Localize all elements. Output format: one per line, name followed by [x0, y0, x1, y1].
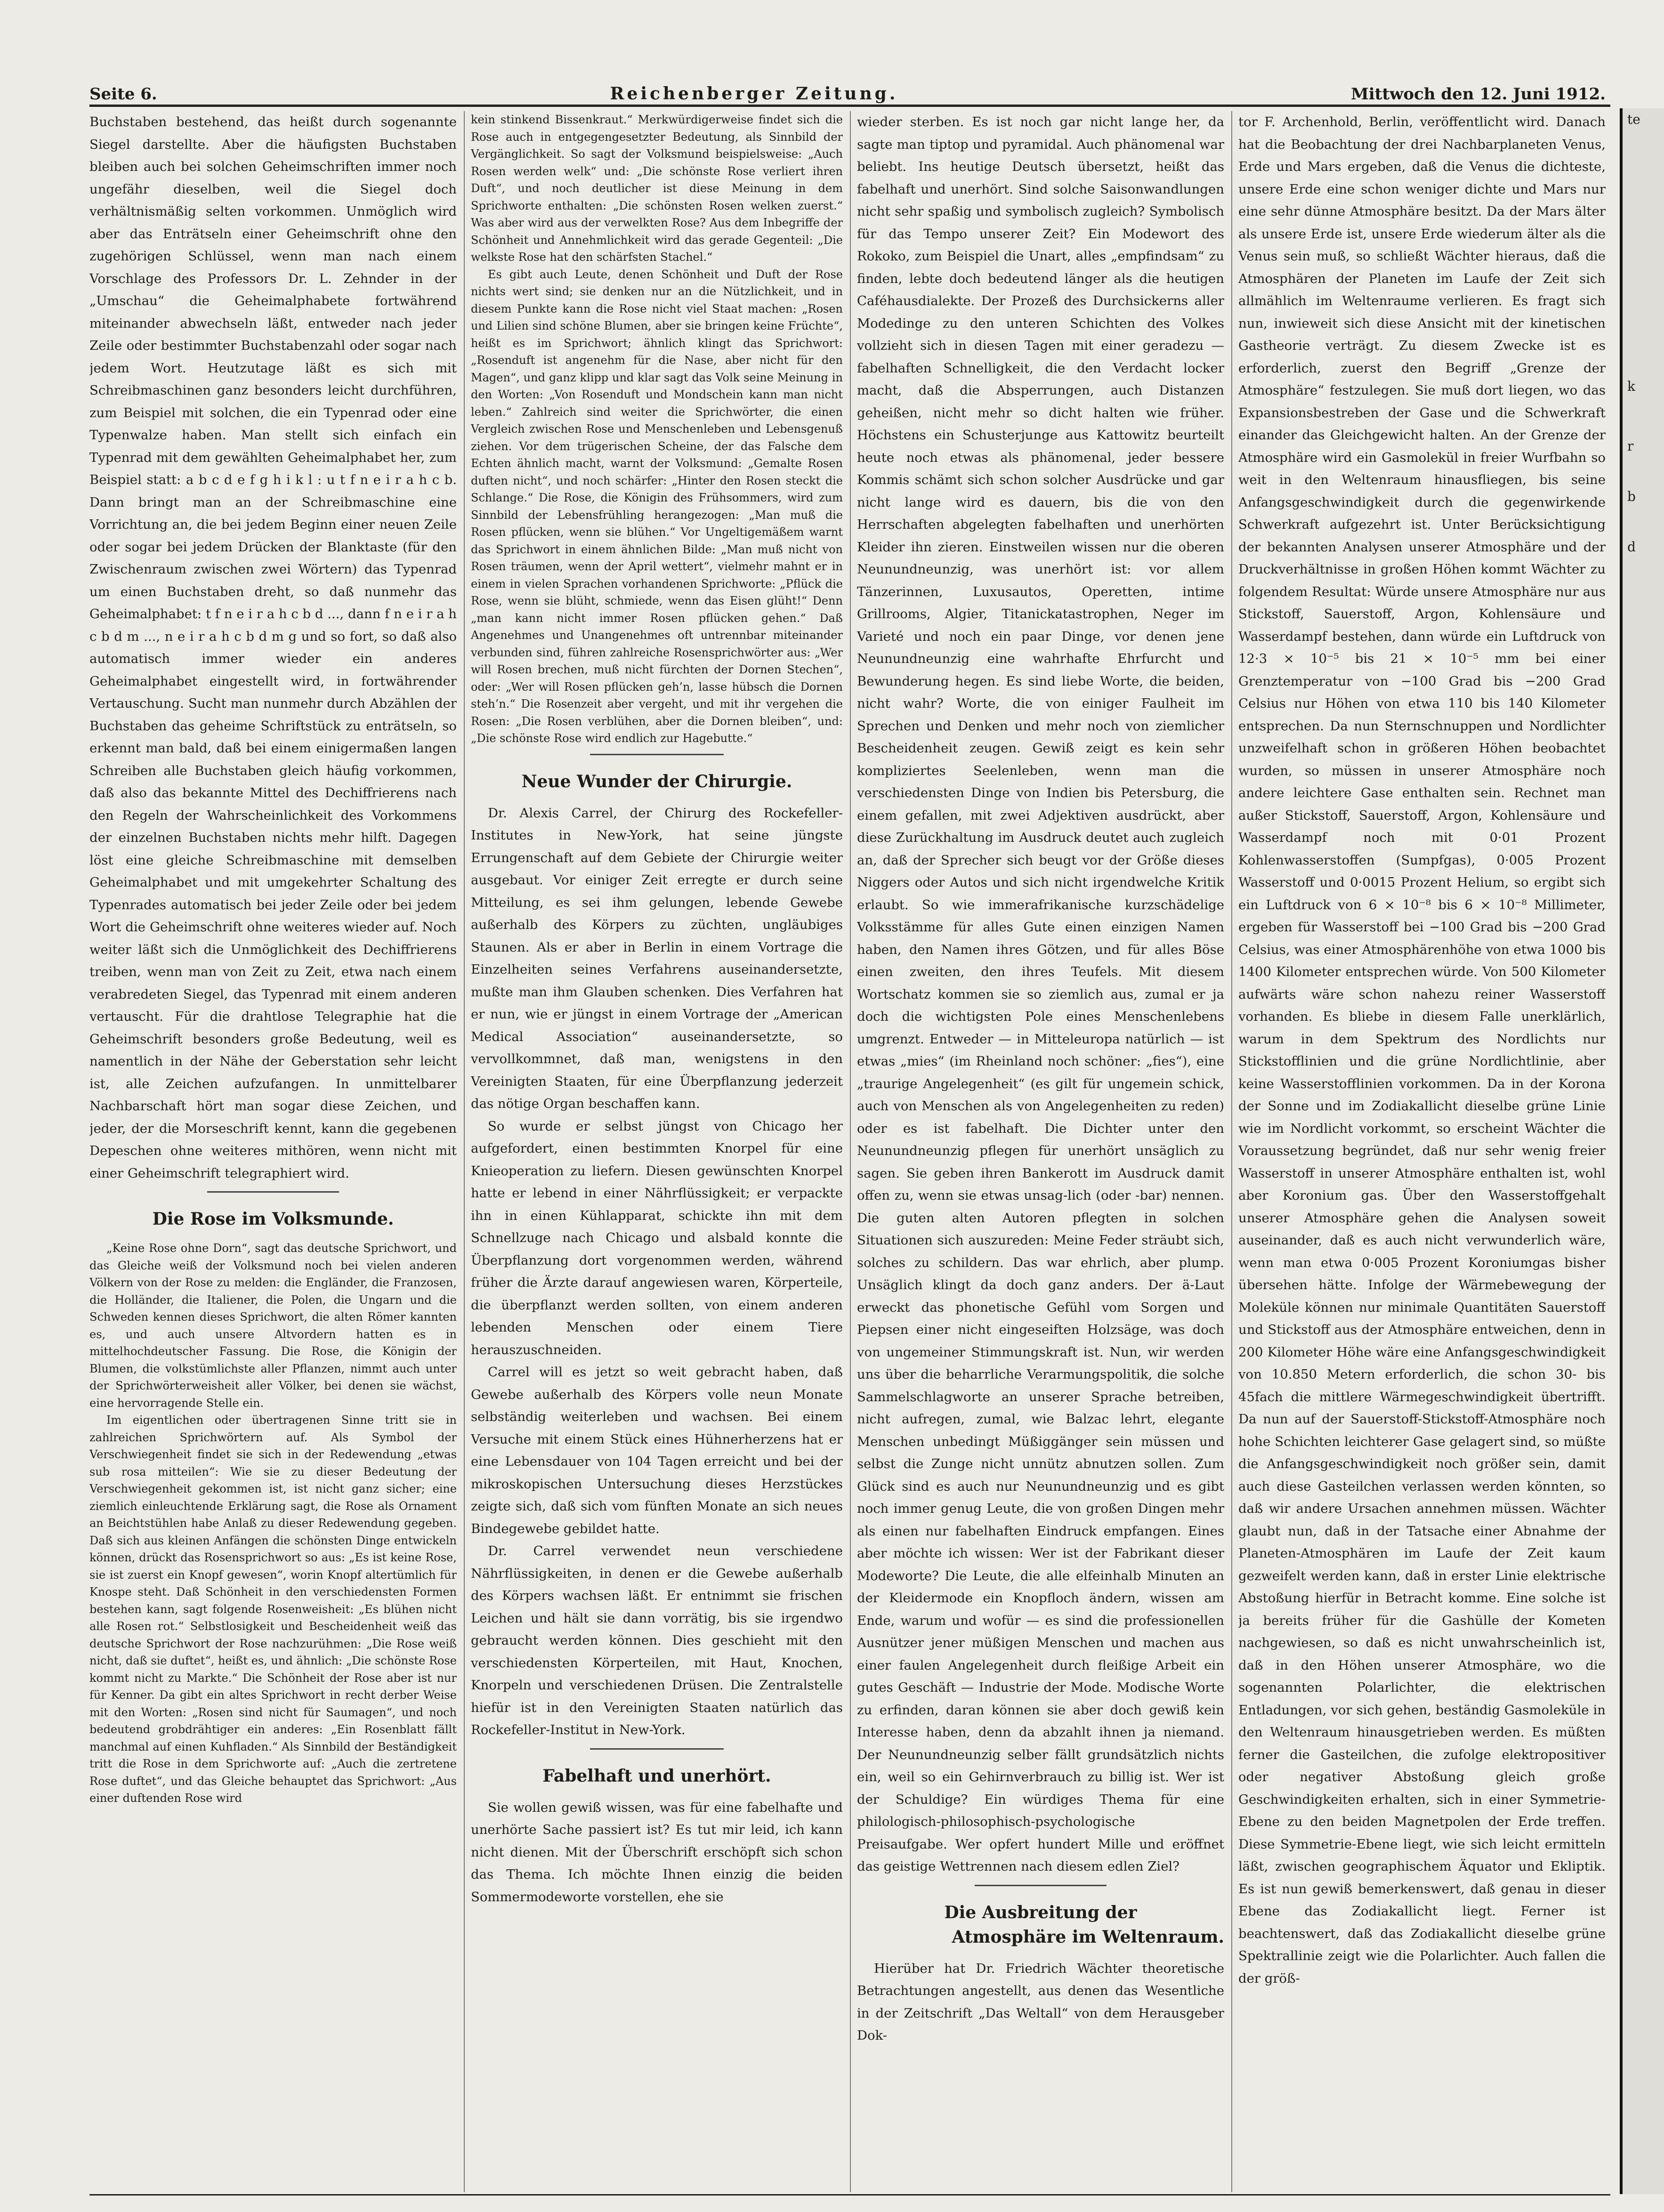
article-separator [590, 1748, 724, 1750]
newspaper-title: Reichenberger Zeitung. [610, 84, 898, 104]
column-divider [1231, 111, 1232, 2192]
article-atmosphaere-paragraph-1: Hierüber hat Dr. Friedrich Wächter theoretische Betrachtungen angestellt, aus denen das Wesentliche in der Zeitschrift „Das Weltall“ von dem Herausgeber Dok- [857, 1961, 1224, 2043]
article-separator [590, 754, 724, 755]
article-rose-paragraph-1: „Keine Rose ohne Dorn“, sagt das deutsche Sprichwort, und das Gleiche weiß der Volksmund noch bei vielen anderen Völkern von der Rose zu melden: die Engländer, die Franzosen, die Holländer, die Italiener, die Polen, die Ungarn und die Schweden kennen dieses Sprichwort, die alten Römer kannten es, und auch unsere Altvordern hatten es in mittelhochdeutscher Fassung. Die Rose, die Königin der Blumen, die volkstümlichste aller Pflanzen, nimmt auch unter der Sprichwörterweisheit aller Völker, bei denen sie wächst, eine hervorragende Stelle ein. [89, 1242, 457, 1410]
headline-fabelhaft-und-unerhoert: Fabelhaft und unerhört. [542, 1766, 771, 1786]
article-chirurgie-paragraph-4: Dr. Carrel verwendet neun verschiedene Nährflüssigkeiten, in denen er die Gewebe außerhalb des Körpers wachsen läßt. Er entnimmt sie frischen Leichen und hält sie dann vorrätig, bis sie irgendwo gebraucht werden können. Dies geschieht mit den verschiedensten Körperteilen, mit Haut, Knochen, Knorpeln und verschiedenen Drüsen. Die Zentralstelle hiefür ist in den Vereinigten Staaten natürlich das Rockefeller-Institut in New-York. [471, 1543, 843, 1737]
margin-fragment: d [1627, 539, 1636, 555]
article-rose-paragraph-4: Es gibt auch Leute, denen Schönheit und Duft der Rose nichts wert sind; sie denken nur an die Nützlichkeit, und in diesem Punkte kann die Rose nicht viel Staat machen: „Rosen und Lilien sind schöne Blumen, aber sie bringen keine Früchte“, heißt es im Sprichwort; ähnlich klingt das Sprichwort: „Rosenduft ist angenehm für die Nase, aber nicht für den Magen“, und ganz klipp und klar sagt das Volk seine Meinung in den Worten: „Von Rosenduft und Mondschein kann man nicht leben.“ Zahlreich sind weiter die Sprichwörter, die einen Vergleich zwischen Rose und Menschenleben und Lebensgenuß ziehen. Vor dem trügerischen Scheine, der das Falsche dem Echten ähnlich macht, warnt der Volksmund: „Gemalte Rosen duften nicht“, und noch schärfer: „Hinter den Rosen steckt die Schlange.“ Die Rose, die Königin des Frühsommers, wird zum Sinnbild der Lebensfrühling herangezogen: „Man muß die Rosen pflücken, wenn sie blühen.“ Vor Ungeltigemäßem warnt das Sprichwort in einem ähnlichen Bilde: „Man muß nicht von Rosen träumen, wenn der April wettert“, vielmehr mahnt er in einem in vielen Sprachen vorhandenen Sprichworte: „Pflück die Rose, wenn sie blüht, schmiede, wenn das Eisen glüht!“ Denn „man kann nicht immer Rosen pflücken gehen.“ Daß Angenehmes und Unangenehmes oft untrennbar miteinander verbunden sind, führen zahlreiche Rosensprichwörter aus: „Wer will Rosen brechen, muß nicht fürchten der Dornen Stechen“, oder: „Wer will Rosen pflücken geh’n, lasse hübsch die Dornen steh’n.“ Die Rosenzeit aber vergeht, und mit ihr vergehen die Rosen: „Die Rosen verblühen, aber die Dornen bleiben“, und: „Die schönste Rose wird endlich zur Hagebutte.“ [471, 267, 843, 745]
header-rule [89, 105, 1610, 107]
margin-fragment: b [1627, 489, 1636, 504]
bottom-rule [89, 2194, 1610, 2196]
article-rose-paragraph-2: Im eigentlichen oder übertragenen Sinne tritt sie in zahlreichen Sprichwörtern auf. Als Symbol der Verschwiegenheit findet sie sich in der Redewendung „etwas sub rosa mitteilen“: Wie sie zu dieser Bedeutung der Verschwiegenheit gekommen ist, ist nicht ganz sicher; eine ziemlich einleuchtende Erklärung sagt, die Rose als Ornament an Beichtstühlen habe Anlaß zu dieser Redewendung gegeben. Daß sich aus kleinen Anfängen die schönsten Dinge entwickeln können, drückt das Rosensprichwort so aus: „Es ist keine Rose, sie ist zuerst ein Knopf gewesen“, worin Knopf altertümlich für Knospe steht. Daß Schönheit in den verschiedensten Formen bestehen kann, sagt folgende Rosenweisheit: „Es blühen nicht alle Rosen rot.“ Selbstlosigkeit und Bescheidenheit weiß das deutsche Sprichwort der Rose nachzurühmen: „Die Rose weiß nicht, daß sie duftet“, heißt es, und ähnlich: „Die schönste Rose kommt nicht zu Markte.“ Die Schönheit der Rose aber ist nur für Kenner. Da gibt ein altes Sprichwort in recht derber Weise mit den Worten: „Rosen sind nicht für Saumagen“, und noch bedeutend grobdrähtiger ein anderes: „Ein Rosenblatt fällt manchmal auf einen Kuhfladen.“ Als Sinnbild der Beständigkeit tritt die Rose in dem Sprichworte auf: „Auch die zertretene Rose duftet“, und das Gleiche behauptet das Sprichwort: „Aus einer duftenden Rose wird [89, 1413, 457, 1805]
margin-fragment: k [1627, 379, 1635, 394]
article-separator [975, 1885, 1107, 1886]
column-4 [1238, 111, 1606, 2192]
article-atmosphaere-paragraph-2: tor F. Archenhold, Berlin, veröffentlicht wird. Danach hat die Beobachtung der drei Nachbarplaneten Venus, Erde und Mars ergeben, daß die Venus die dichteste, unsere Erde eine schon weniger dichte und Mars nur eine sehr dünne Atmosphäre besitzt. Da der Mars älter als unsere Erde ist, unsere Erde wiederum älter als die Venus sein muß, so schließt Wächter hieraus, daß die Atmosphären der Planeten im Laufe der Zeit sich allmählich im Weltenraume verlieren. Es fragt sich nun, inwieweit sich diese Ansicht mit der kinetischen Gastheorie verträgt. Zu diesem Zwecke ist es erforderlich, zuerst den Begriff „Grenze der Atmosphäre“ festzulegen. Sie muß dort liegen, wo das Expansionsbestreben der Gase und die Schwerkraft einander das Gleichgewicht halten. An der Grenze der Atmosphäre wird ein Gasmolekül in freier Wurfbahn so weit in den Weltenraum hinausfliegen, bis seine Anfangsgeschwindigkeit durch die gegenwirkende Schwerkraft aufgezehrt ist. Unter Berücksichtigung der bekannten Analysen unserer Atmosphäre und der Druckverhältnisse in großen Höhen kommt Wächter zu folgendem Resultat: Würde unsere Atmosphäre nur aus Stickstoff, Sauerstoff, Argon, Kohlensäure und Wasserdampf bestehen, dann würde ein Luftdruck von 12·3 × 10⁻⁵ bis 21 × 10⁻⁵ mm bei einer Grenztemperatur von −100 Grad bis −200 Grad Celsius nur Höhen von etwa 110 bis 140 Kilometer entsprechen. Da nun Sternschnuppen und Nordlichter unzweifelhaft schon in größeren Höhen beobachtet wurden, so müssen in unserer Atmosphäre noch andere leichtere Gase enthalten sein. Rechnet man außer Stickstoff, Sauerstoff, Argon, Kohlensäure und Wasserdampf noch mit 0·01 Prozent Kohlenwasserstoffen (Sumpfgas), 0·005 Prozent Wasserstoff und 0·0015 Prozent Helium, so ergibt sich ein Luftdruck von 6 × 10⁻⁸ bis 6 × 10⁻⁸ Millimeter, ergeben für Wasserstoff bei −100 Grad bis −200 Grad Celsius, was einer Atmosphärenhöhe von etwa 1000 bis 1400 Kilometer entsprechen würde. Von 500 Kilometer aufwärts wäre schon nahezu reiner Wasserstoff vorhanden. Es bliebe in diesem Falle unerklärlich, warum in dem Spektrum des Nordlichts nur Stickstofflinien und die grüne Nordlichtlinie, aber keine Wasserstofflinien vorkommen. Da in der Korona der Sonne und im Zodiakallicht dieselbe grüne Linie wie im Nordlicht vorkommt, so erscheint Wächter die Voraussetzung begründet, daß nur sehr wenig freier Wasserstoff in unserer Atmosphäre enthalten ist, wohl aber Koronium gas. Über den Wasserstoffgehalt unserer Atmosphäre gehen die Analysen soweit auseinander, daß es auch nicht verwunderlich wäre, wenn man etwa 0·005 Prozent Koroniumgas bisher übersehen hätte. Infolge der Wärmebewegung der Moleküle können nur minimale Quantitäten Sauerstoff und Stickstoff aus der Atmosphäre entweichen, denn in 200 Kilometer Höhe wäre eine Anfangsgeschwindigkeit von 10.850 Metern erforderlich, die schon 30- bis 45fach die mittlere Wärmegeschwindigkeit übertrifft. Da nun auf der Sauerstoff-Stickstoff-Atmosphäre noch hohe Schichten leichterer Gase gelagert sind, so müßte die Anfangsgeschwindigkeit noch größer sein, damit auch diese Gasteilchen verlassen werden könnten, so daß wir andere Ursachen annehmen müssen. Wächter glaubt nun, daß in der Tatsache einer Abnahme der Planeten-Atmosphären im Laufe der Zeit kaum gezweifelt werden kann, daß in erster Linie elektrische Abstoßung hierfür in Betracht komme. Eine solche ist ja bereits früher für die Gashülle der Kometen nachgewiesen, so daß es nicht unwahrscheinlich ist, daß in den Höhen unserer Atmosphäre, wo die sogenannten Polarlichter, die elektrischen Entladungen, vor sich gehen, beständig Gasmoleküle in den Weltenraum hinausgetrieben werden. Es müßten ferner die Gasteilchen, die zufolge elektropositiver oder negativer Abstoßung gleich große Geschwindigkeiten erhalten, sich in einer Symmetrie-Ebene zu den beiden Magnetpolen der Erde treffen. Diese Symmetrie-Ebene liegt, wie sich leicht ermitteln läßt, zwischen geographischem Äquator und Ekliptik. Es ist nun gewiß bemerkenswert, daß genau in dieser Ebene das Zodiakallicht liegt. Ferner ist beachtenswert, daß das Zodiakallicht dieselbe grüne Spektrallinie zeigt wie die Polarlichter. Auch fallen die der größ- [1238, 114, 1606, 1986]
article-geheimschrift-text: Buchstaben bestehend, das heißt durch sogenannte Siegel darstellte. Aber die häufigsten Buchstaben bleiben auch bei solchen Geheimschriften immer noch ungefähr dieselben, weil die Siegel doch verhältnismäßig selten vorkommen. Unmöglich wird aber das Enträtseln einer Geheimschrift ohne den zugehörigen Schlüssel, wenn man nach einem Vorschlage des Professors Dr. L. Zehnder in der „Umschau“ die Geheimalphabete fortwährend miteinander abwechseln läßt, entweder nach jeder Zeile oder bestimmter Buchstabenzahl oder sogar nach jedem Wort. Heutzutage läßt es sich mit Schreibmaschinen ganz besonders leicht durchführen, zum Beispiel mit solchen, die ein Typenrad oder eine Typenwalze haben. Man stellt sich einfach ein Typenrad mit dem gewählten Geheimalphabet her, zum Beispiel statt: a b c d e f g h i k l : u t f n e i r a h c b. Dann bringt man an der Schreibmaschine eine Vorrichtung an, die bei jedem Beginn einer neuen Zeile oder sogar bei jedem Drücken der Blanktaste (für den Zwischenraum zwischen zwei Wörtern) das Typenrad um einen Buchstaben dreht, so daß nunmehr das Geheimalphabet: t f n e i r a h c b d ..., dann f n e i r a h c b d m ..., n e i r a h c b d m g und so fort, so daß also automatisch immer wieder ein anderes Geheimalphabet eingestellt wird, in fortwährender Vertauschung. Sucht man nunmehr durch Abzählen der Buchstaben das geheime Schriftstück zu enträtseln, so erkennt man bald, daß bei einem einigermaßen langen Schreiben alle Buchstaben gleich häufig vorkommen, daß also das bekannte Mittel des Dechiffrierens nach den Regeln der Wahrscheinlichkeit des Vorkommens der einzelnen Buchstaben nichts mehr hilft. Dagegen löst eine gleiche Schreibmaschine mit demselben Geheimalphabet und mit umgekehrter Schaltung des Typenrades automatisch bei jeder Zeile oder bei jedem Wort die Geheimschrift ohne weiteres wieder auf. Noch weiter läßt sich die Unmöglichkeit des Dechiffrierens treiben, wenn man von Zeit zu Zeit, etwa nach einem verabredeten Siegel, das Typenrad mit einem anderen vertauscht. Für die drahtlose Telegraphie hat die Geheimschrift besonders große Bedeutung, weil es namentlich in der Nähe der Geberstation sehr leicht ist, alle Zeichen aufzufangen. In unmittelbarer Nachbarschaft hört man sogar diese Zeichen, und jeder, der die Morseschrift kennt, kann die gegebenen Depeschen ohne weiteres mithören, wenn nicht mit einer Geheimschrift telegraphiert wird. [89, 114, 457, 1181]
article-chirurgie-paragraph-3: Carrel will es jetzt so weit gebracht haben, daß Gewebe außerhalb des Körpers volle neun Monate selbständig weiterleben und wachsen. Bei einem Versuche mit einem Stück eines Hühnerherzens hat er eine Lebensdauer von 104 Tagen erreicht und bei der mikroskopischen Untersuchung dieses Herzstückes zeigte sich, daß sich vom fünften Monate an sich neues Bindegewebe gebildet hatte. [471, 1364, 843, 1536]
page-number: Seite 6. [89, 85, 157, 104]
issue-date: Mittwoch den 12. Juni 1912. [1351, 85, 1606, 104]
column-divider [850, 111, 851, 2192]
headline-neue-wunder-der-chirurgie: Neue Wunder der Chirurgie. [521, 771, 792, 791]
article-separator [207, 1191, 339, 1193]
column-1 [89, 111, 457, 2192]
column-2 [471, 111, 843, 2192]
article-fabelhaft-paragraph-1: Sie wollen gewiß wissen, was für eine fabelhafte und unerhörte Sache passiert ist? Es tut mir leid, ich kann nicht dienen. Mit der Überschrift erschöpft sich schon das Thema. Ich möchte Ihnen einzig die beiden Sommermodeworte vorstellen, ehe sie [471, 1800, 843, 1905]
headline-ausbreitung-der-atmosphaere: Die Ausbreitung der [944, 1902, 1137, 1922]
article-chirurgie-paragraph-2: So wurde er selbst jüngst von Chicago her aufgefordert, einen bestimmten Knorpel für eine Knieoperation zu liefern. Diesen gewünschten Knorpel hatte er lebend in einer Nährflüssigkeit; er verpackte ihn in einen Kühlapparat, schickte ihn mit dem Schnellzuge nach Chicago und alsbald konnte die Überpflanzung dort vorgenommen werden, während früher die Ärzte darauf angewiesen waren, Körperteile, die überpflanzt werden sollten, von einem anderen lebenden Menschen oder einem Tiere herauszuschneiden. [471, 1118, 843, 1357]
page-header [89, 75, 1606, 104]
margin-fragment: te [1627, 112, 1640, 127]
column-3 [857, 111, 1224, 2192]
article-fabelhaft-paragraph-2: wieder sterben. Es ist noch gar nicht lange her, da sagte man tiptop und pyramidal. Auch phänomenal war beliebt. Ins heutige Deutsch übersetzt, heißt das fabelhaft und unerhört. Sind solche Saisonwandlungen nicht sehr spaßig und symbolisch zugleich? Symbolisch für das Tempo unserer Zeit? Ein Modewort des Rokoko, zum Beispiel die Unart, alles „empfindsam“ zu finden, lebte doch bedeutend länger als die heutigen Caféhausdialekte. Der Prozeß des Durchsickerns aller Modedinge zu den unteren Schichten des Volkes vollzieht sich in diesen Tagen mit einer geradezu — fabelhaften Schnelligkeit, die den Verdacht locker macht, daß die Absperrungen, auch Distanzen geheißen, nicht mehr so dicht halten wie früher. Höchstens ein Schusterjunge aus Kattowitz beurteilt heute noch etwas als phänomenal, jeder bessere Kommis schämt sich schon solcher Ausdrücke und gar nicht lange wird es dauern, bis die von den Herrschaften abgelegten fabelhaften und unerhörten Kleider ihn zieren. Einstweilen wissen nur die oberen Neunundneunzig, was unerhört ist: vor allem Tänzerinnen, Luxusautos, Operetten, intime Grillrooms, Algier, Titanickatastrophen, Neger im Varieté und noch ein paar Dinge, vor denen jene Neunundneunzig eine wahrhafte Ehrfurcht und Bewunderung hegen. Es sind liebe Worte, die beiden, nicht wahr? Worte, die von einiger Faulheit im Sprechen und Denken und mehr noch von ziemlicher Bescheidenheit zeugen. Gewiß zeigt es kein sehr kompliziertes Seelenleben, wenn man die verschiedensten Dinge von Indien bis Petersburg, die einem gefallen, mit zwei Adjektiven ausdrückt, aber diese Zurückhaltung im Ausdruck deutet auch zugleich an, daß der Sprecher sich beugt vor der Größe dieses Niggers oder Autos und sich nicht irgendwelche Kritik erlaubt. So wie immerafrikanische kurzschädelige Volksstämme für alles Gute einen einzigen Namen haben, den Namen ihres Götzen, und für alles Böse einen zweiten, den ihres Teufels. Mit diesem Wortschatz kommen sie so ziemlich aus, zumal er ja doch die wichtigsten Pole eines Menschenlebens umgrenzt. Entweder — in Mitteleuropa natürlich — ist etwas „mies“ (im Rheinland noch schöner: „fies“), eine „traurige Angelegenheit“ (es gilt für ungemein schick, auch von Menschen als von Angelegenheiten zu reden) oder es ist fabelhaft. Die Dichter unter den Neunundneunzig pflegen für unerhört unsäglich zu sagen. Sie geben ihren Bankerott im Ausdruck damit offen zu, wenn sie etwas unsag-lich (oder -bar) nennen. Die guten alten Autoren pflegten in solchen Situationen sich auszureden: Meine Feder sträubt sich, solches zu schildern. Das war ehrlich, aber plump. Unsäglich klingt da doch ganz anders. Der ä-Laut erweckt das phonetische Gefühl vom Sorgen und Piepsen einer nicht eingeseiften Holzsäge, was doch von ungemeiner Stimmungskraft ist. Nun, wir werden uns über die beharrliche Verarmungspolitik, die solche Sammelschlagworte an unserer Sprache betreiben, nicht aufregen, zumal, wie Balzac lehrt, elegante Menschen unbedingt Müßiggänger sein müssen und selbst die Zunge nicht unnütz abnutzen sollen. Zum Glück sind es auch nur Neunundneunzig und es gibt noch immer genug Leute, die von großen Dingen mehr als einen nur fabelhaften Eindruck empfangen. Eines aber möchte ich wissen: Wer ist der Fabrikant dieser Modeworte? Die Leute, die alle elfeinhalb Minuten an der Kleidermode ein Knopfloch ändern, wissen am Ende, warum und wofür — es sind die professionellen Ausnützer jener müßigen Menschen und machen aus einer faulen Angelegenheit durch fleißige Arbeit ein gutes Geschäft — Industrie der Mode. Modische Worte zu erfinden, daran können sie aber doch gewiß kein Interesse haben, denn da abzahlt ihnen ja niemand. Der Neunundneunzig selber fällt grundsätzlich nichts ein, weil so ein Gehirnverbrauch zu billig ist. Wer ist der Schuldige? Ein würdiges Thema für eine philologisch-philosophisch-psychologische Preisaufgabe. Wer opfert hundert Mille und eröffnet das geistige Wettrennen nach diesem edlen Ziel? [857, 114, 1224, 1874]
margin-fragment: r [1627, 438, 1634, 454]
article-chirurgie-paragraph-1: Dr. Alexis Carrel, der Chirurg des Rockefeller-Institutes in New-York, hat seine jüngste Errungenschaft auf dem Gebiete der Chirurgie weiter ausgebaut. Vor einiger Zeit erregte er durch seine Mitteilung, es sei ihm gelungen, lebende Gewebe außerhalb des Körpers zu züchten, ungläubiges Staunen. Als er aber in Berlin in einem Vortrage die Einzelheiten seines Verfahrens auseinandersetzte, mußte man ihm Glauben schenken. Dies Verfahren hat er nun, wie er jüngst in einem Vortrage der „American Medical Association“ auseinandersetzte, so vervollkommnet, daß man, wenigstens in den Vereinigten Staaten, für eine Überpflanzung jederzeit das nötige Organ beschaffen kann. [471, 805, 843, 1111]
headline-atmosphaere-im-weltenraum: Atmosphäre im Weltenraum. [952, 1927, 1224, 1947]
column-divider [464, 111, 465, 2192]
article-rose-paragraph-3: kein stinkend Bissenkraut.“ Merkwürdigerweise findet sich die Rose auch in entgegengesetzter Bedeutung, als Sinnbild der Vergänglichkeit. So sagt der Volksmund beispielsweise: „Auch Rosen werden welk“ und: „Die schönste Rose verliert ihren Duft“, und noch deutlicher ist diese Meinung in dem Sprichworte enthalten: „Die schönsten Rosen welken zuerst.“ Was aber wird aus der verwelkten Rose? Aus dem Inbegriffe der Schönheit und Annehmlichkeit wird das gerade Gegenteil: „Die welkste Rose hat den schärfsten Stachel.“ [471, 113, 843, 264]
adjacent-page-edge [1620, 108, 1664, 2194]
headline-rose-im-volksmunde: Die Rose im Volksmunde. [152, 1209, 394, 1229]
